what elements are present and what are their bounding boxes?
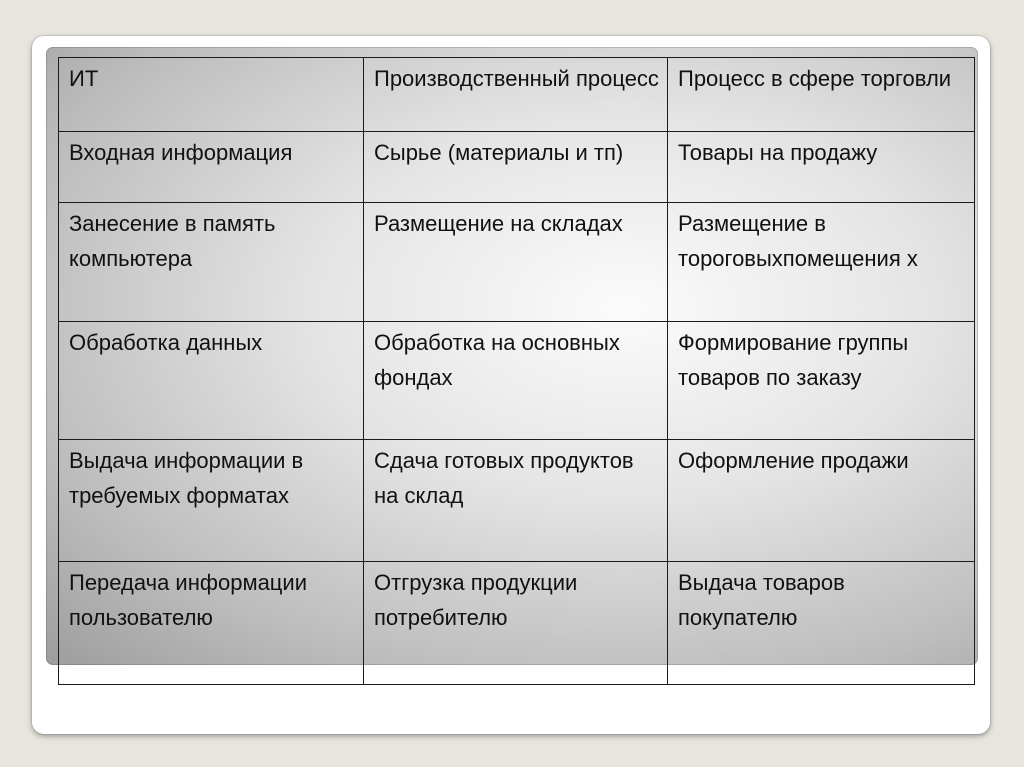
table-cell: Оформление продажи (668, 440, 975, 562)
table-row (59, 132, 975, 203)
table-row (59, 440, 975, 562)
table-header-row (59, 58, 975, 132)
table-cell: Выдача товаров покупателю (668, 562, 975, 685)
table-cell: Обработка данных (59, 322, 364, 440)
table-row (59, 322, 975, 440)
table-row (59, 562, 975, 685)
comparison-table (58, 57, 975, 685)
table-cell: Сырье (материалы и тп) (364, 132, 668, 203)
table-cell: Размещение на складах (364, 203, 668, 322)
table-cell: Формирование группы товаров по заказу (668, 322, 975, 440)
table-cell: Товары на продажу (668, 132, 975, 203)
table-cell: Сдача готовых продуктов на склад (364, 440, 668, 562)
table-cell: Занесение в память компьютера (59, 203, 364, 322)
header-cell-production: Производственный процесс (364, 58, 668, 132)
table-cell: Выдача информации в требуемых форматах (59, 440, 364, 562)
table-cell: Входная информация (59, 132, 364, 203)
header-cell-trade: Процесс в сфере торговли (668, 58, 975, 132)
table-cell: Передача информации пользователю (59, 562, 364, 685)
header-cell-it: ИТ (59, 58, 364, 132)
table-cell: Отгрузка продукции потребителю (364, 562, 668, 685)
table-cell: Обработка на основных фондах (364, 322, 668, 440)
table-cell: Размещение в тороговыхпомещения х (668, 203, 975, 322)
table-row (59, 203, 975, 322)
